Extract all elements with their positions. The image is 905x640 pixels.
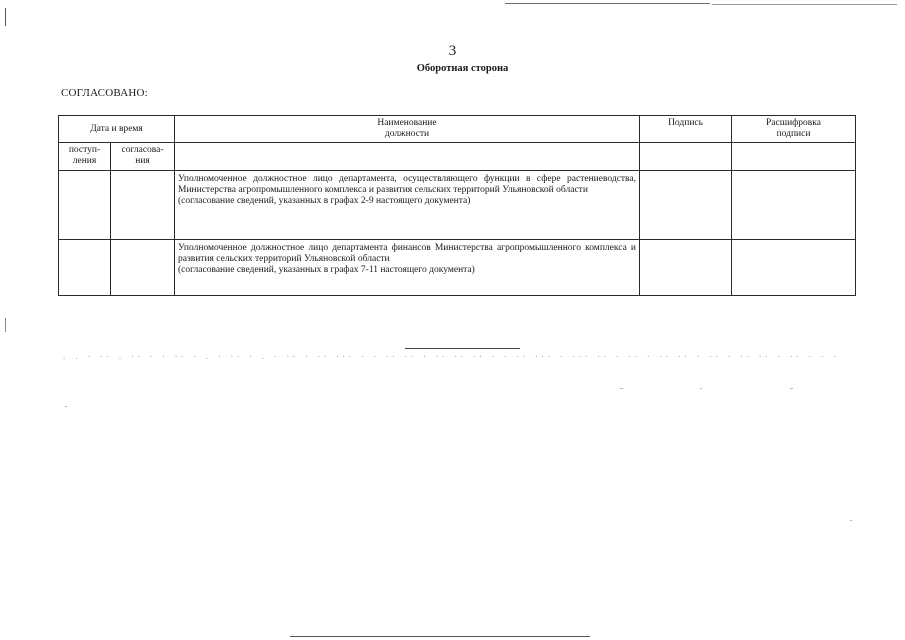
page-number: 3 bbox=[448, 43, 457, 59]
scan-speck bbox=[620, 388, 623, 389]
signature-cell bbox=[640, 171, 732, 240]
received-cell bbox=[59, 171, 111, 240]
scan-noise-row: . . · ·· . ·· · · ·· · . · ·· · . · ·· · ·· ··· · · ·· ·· · ·· ·· ·· · · ·· ··· · ··· ·· · ·· · ·· ·· · ·· · ·· ·· · ·· · · · bbox=[62, 353, 839, 361]
approved-cell bbox=[111, 171, 175, 240]
approval-table bbox=[58, 115, 856, 296]
scan-separator-line bbox=[405, 348, 520, 349]
table-cell bbox=[732, 143, 856, 171]
table-cell bbox=[640, 143, 732, 171]
scan-speck bbox=[65, 406, 67, 407]
position-cell: Уполномоченное должностное лицо департамента, осуществляющего функции в сфере растениеводства, Министерства агропромышленного комплекса и развития сельских территорий Ульяновской области (согласование сведений, указанных в графах 2-9 настоящего документа) bbox=[175, 171, 640, 240]
table-header-row bbox=[59, 116, 856, 143]
header-datetime: Дата и время bbox=[59, 116, 175, 143]
header-received: поступ- ления bbox=[59, 143, 111, 171]
table-row bbox=[59, 240, 856, 296]
header-approved: согласова- ния bbox=[111, 143, 175, 171]
scan-speck bbox=[790, 388, 793, 389]
table-row bbox=[59, 171, 856, 240]
table-cell bbox=[175, 143, 640, 171]
header-decoding: Расшифровка подписи bbox=[732, 116, 856, 143]
page-subtitle: Оборотная сторона bbox=[416, 63, 509, 74]
decoding-cell bbox=[732, 240, 856, 296]
received-cell bbox=[59, 240, 111, 296]
signature-cell bbox=[640, 240, 732, 296]
approved-cell bbox=[111, 240, 175, 296]
table-subheader-row bbox=[59, 143, 856, 171]
scan-speck bbox=[850, 520, 852, 521]
position-cell: Уполномоченное должностное лицо департамента финансов Министерства агропромышленного комплекса и развития сельских территорий Ульяновской области (согласование сведений, указанных в графах 7-11 настоящего документа) bbox=[175, 240, 640, 296]
decoding-cell bbox=[732, 171, 856, 240]
scan-edge-mark bbox=[5, 318, 6, 332]
header-signature: Подпись bbox=[640, 116, 732, 143]
scan-top-line bbox=[505, 3, 710, 4]
scan-speck bbox=[700, 388, 702, 389]
scan-edge-mark bbox=[5, 8, 6, 26]
scan-bottom-line bbox=[290, 636, 590, 637]
header-position: Наименование должности bbox=[175, 116, 640, 143]
agreed-label: СОГЛАСОВАНО: bbox=[61, 87, 148, 99]
scan-top-line bbox=[712, 4, 897, 5]
